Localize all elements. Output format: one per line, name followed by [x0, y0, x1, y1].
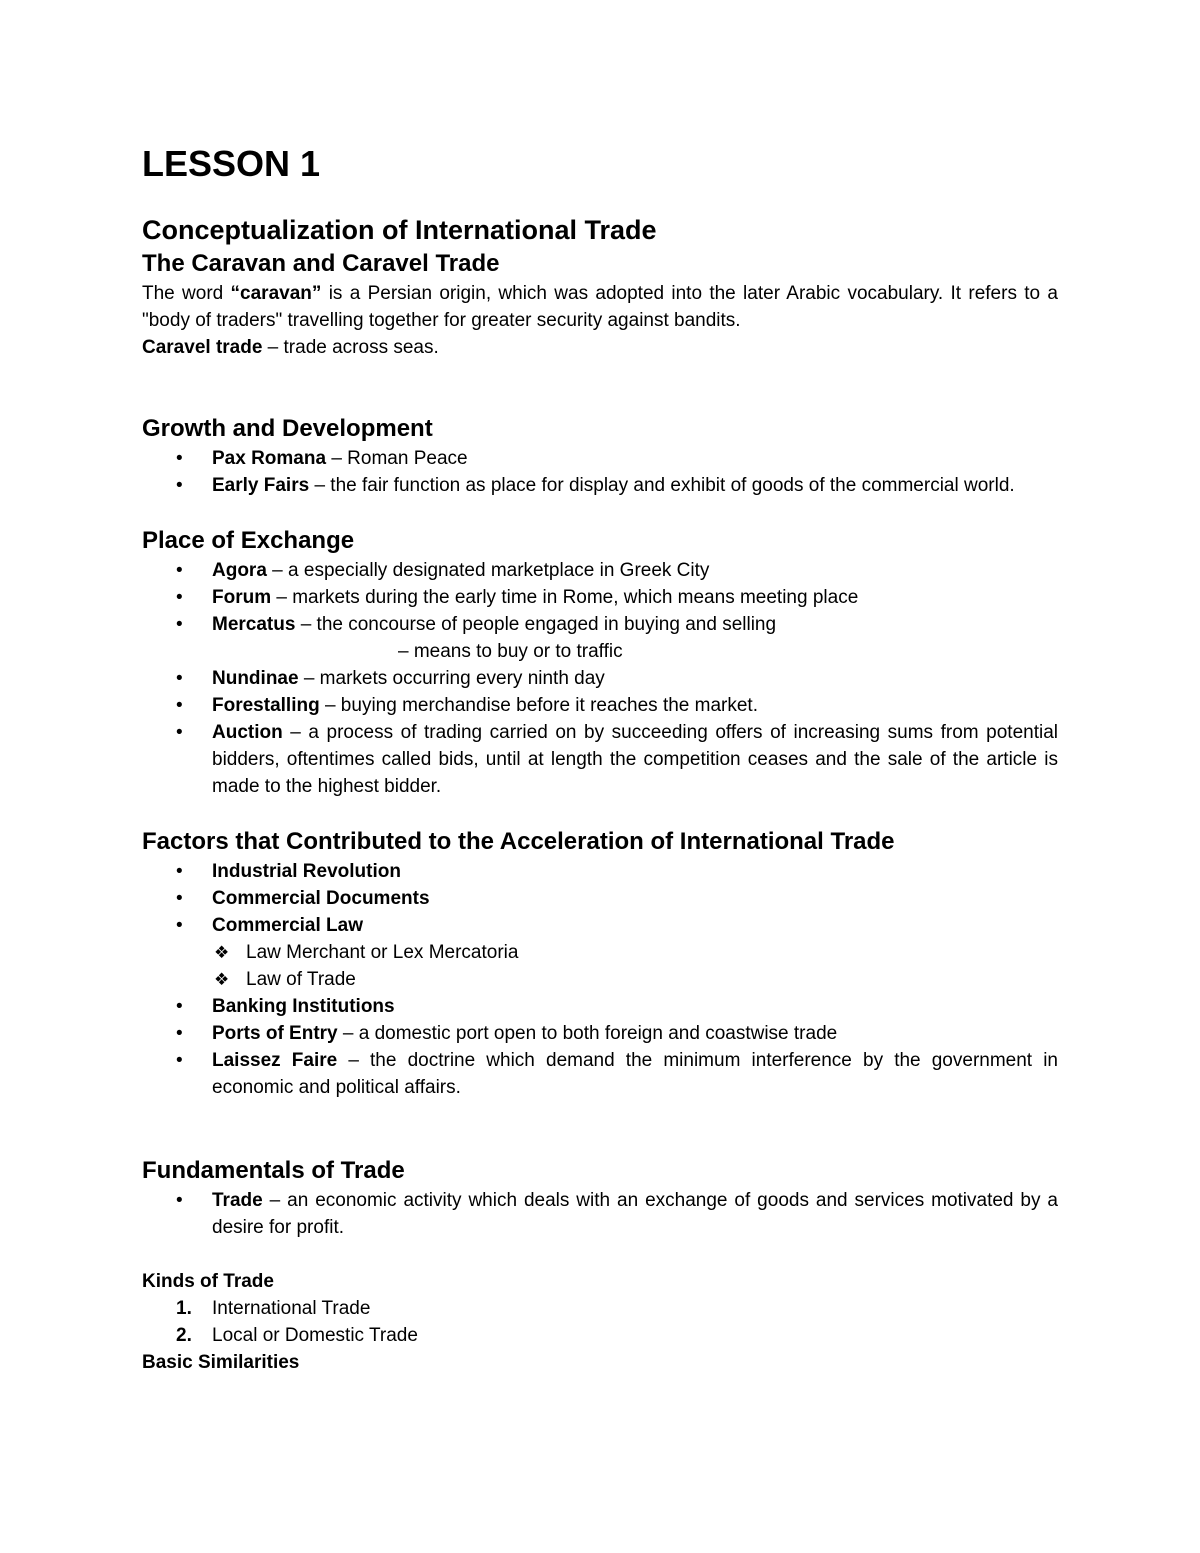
- growth-heading: Growth and Development: [142, 415, 433, 442]
- exchange-list: [142, 557, 1058, 800]
- caravan-paragraph: The word “caravan” is a Persian origin, which was adopted into the later Arabic vocabulary. It refers to a "body of traders" travelling together for greater security against bandits.: [142, 283, 1058, 331]
- bullet-icon: •: [176, 668, 183, 689]
- bullet-icon: •: [176, 1050, 183, 1071]
- sub-list-item: ❖ Law of Trade: [142, 966, 1058, 993]
- list-item: • Forestalling – buying merchandise before it reaches the market.: [142, 692, 1058, 719]
- kinds-list: [142, 1295, 1058, 1349]
- caravel-paragraph: Caravel trade – trade across seas.: [142, 337, 439, 358]
- main-title: Conceptualization of International Trade: [142, 215, 657, 245]
- diamond-bullet-icon: ❖: [214, 943, 230, 962]
- factors-list: [142, 858, 1058, 1101]
- similarities-heading: Basic Similarities: [142, 1352, 300, 1373]
- bullet-icon: •: [176, 915, 183, 936]
- factors-heading: Factors that Contributed to the Acceleration of International Trade: [142, 828, 895, 855]
- lesson-title: LESSON 1: [142, 143, 321, 184]
- list-item: • Forum – markets during the early time in Rome, which means meeting place: [142, 584, 1058, 611]
- bullet-icon: •: [176, 475, 183, 496]
- list-item: • Mercatus – the concourse of people engaged in buying and selling – means to buy or to traffic: [142, 611, 1058, 665]
- fundamentals-heading: Fundamentals of Trade: [142, 1157, 405, 1184]
- diamond-bullet-icon: ❖: [214, 970, 230, 989]
- list-item: • Auction – a process of trading carried on by succeeding offers of increasing sums from potential bidders, oftentimes called bids, until at length the competition ceases and the sale of the article is made to the highest bidder.: [142, 719, 1058, 800]
- caravan-term: “caravan”: [230, 283, 322, 304]
- bullet-icon: •: [176, 560, 183, 581]
- list-item: • Banking Institutions: [142, 993, 1058, 1020]
- exchange-heading: Place of Exchange: [142, 527, 355, 554]
- bullet-icon: •: [176, 861, 183, 882]
- list-item: • Commercial Law: [142, 912, 1058, 939]
- mercatus-extra: – means to buy or to traffic: [398, 641, 623, 662]
- list-item: • Trade – an economic activity which deals with an exchange of goods and services motivated by a desire for profit.: [142, 1187, 1058, 1241]
- caravel-term: Caravel trade: [142, 337, 263, 358]
- bullet-icon: •: [176, 888, 183, 909]
- list-item: • Ports of Entry – a domestic port open to both foreign and coastwise trade: [142, 1020, 1058, 1047]
- bullet-icon: •: [176, 1190, 183, 1211]
- bullet-icon: •: [176, 695, 183, 716]
- bullet-icon: •: [176, 996, 183, 1017]
- sub-list-item: ❖ Law Merchant or Lex Mercatoria: [142, 939, 1058, 966]
- list-item: 1. International Trade: [176, 1298, 371, 1319]
- list-item: • Pax Romana – Roman Peace: [142, 445, 1058, 472]
- list-item: • Early Fairs – the fair function as place for display and exhibit of goods of the commercial world.: [142, 472, 1058, 499]
- kinds-heading: Kinds of Trade: [142, 1271, 274, 1292]
- bullet-icon: •: [176, 587, 183, 608]
- growth-list: [142, 445, 1058, 499]
- list-item: • Nundinae – markets occurring every ninth day: [142, 665, 1058, 692]
- caravan-heading: The Caravan and Caravel Trade: [142, 250, 500, 277]
- fundamentals-list: [142, 1187, 1058, 1241]
- list-item: 2. Local or Domestic Trade: [176, 1325, 418, 1346]
- bullet-icon: •: [176, 448, 183, 469]
- bullet-icon: •: [176, 1023, 183, 1044]
- bullet-icon: •: [176, 614, 183, 635]
- list-item: • Industrial Revolution: [142, 858, 1058, 885]
- list-item: • Agora – a especially designated marketplace in Greek City: [142, 557, 1058, 584]
- list-item: • Laissez Faire – the doctrine which demand the minimum interference by the government in economic and political affairs.: [142, 1047, 1058, 1101]
- document-page: [142, 140, 1058, 1376]
- bullet-icon: •: [176, 722, 183, 743]
- list-item: • Commercial Documents: [142, 885, 1058, 912]
